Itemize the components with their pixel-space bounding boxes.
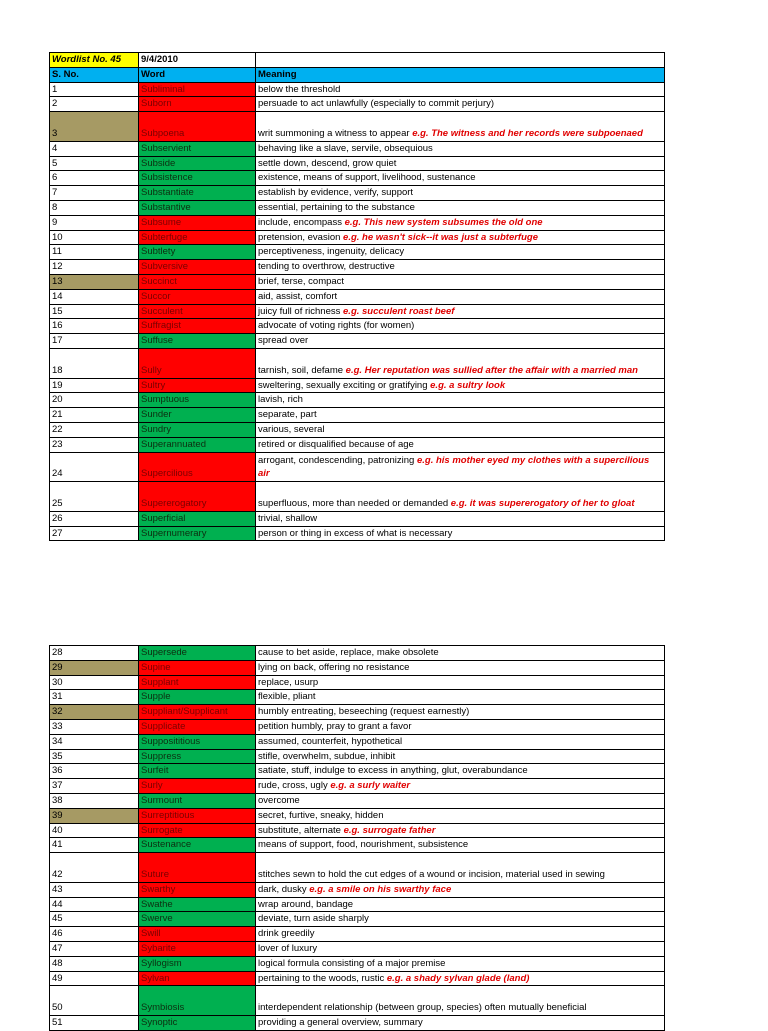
serial-number-cell: 29 xyxy=(50,660,139,675)
table-row xyxy=(50,956,665,971)
table-row xyxy=(50,452,665,482)
meaning-text: providing a general overview, summary xyxy=(258,1016,423,1028)
meaning-cell xyxy=(256,734,665,749)
meaning-cell xyxy=(256,749,665,764)
meaning-cell xyxy=(256,289,665,304)
serial-number-cell: 31 xyxy=(50,690,139,705)
word-cell: Subservient xyxy=(139,141,256,156)
meaning-text: dark, dusky xyxy=(258,883,310,895)
table-row xyxy=(50,675,665,690)
meaning-text: stifle, overwhelm, subdue, inhibit xyxy=(258,750,396,762)
table-row xyxy=(50,705,665,720)
meaning-cell xyxy=(256,986,665,1016)
table-row xyxy=(50,82,665,97)
table-row xyxy=(50,200,665,215)
meaning-text: satiate, stuff, indulge to excess in anything, glut, overabundance xyxy=(258,765,528,777)
table-row xyxy=(50,526,665,541)
serial-number-cell: 18 xyxy=(50,348,139,378)
meaning-text: interdependent relationship (between group, species) often mutually beneficial xyxy=(258,1002,587,1014)
word-cell: Swathe xyxy=(139,897,256,912)
meaning-cell xyxy=(256,927,665,942)
meaning-text: brief, terse, compact xyxy=(258,275,345,287)
word-cell: Sustenance xyxy=(139,838,256,853)
serial-number-cell: 6 xyxy=(50,171,139,186)
meaning-cell xyxy=(256,808,665,823)
meaning-text: petition humbly, pray to grant a favor xyxy=(258,720,412,732)
meaning-cell xyxy=(256,764,665,779)
word-cell: Subterfuge xyxy=(139,230,256,245)
word-cell: Suffragist xyxy=(139,319,256,334)
serial-number-cell: 46 xyxy=(50,927,139,942)
word-cell: Succor xyxy=(139,289,256,304)
meaning-text: persuade to act unlawfully (especially to commit perjury) xyxy=(258,98,495,110)
serial-number-cell: 14 xyxy=(50,289,139,304)
meaning-cell xyxy=(256,112,665,142)
serial-number-cell: 11 xyxy=(50,245,139,260)
word-cell: Suffuse xyxy=(139,334,256,349)
meaning-text: sweltering, sexually exciting or gratifying xyxy=(258,379,431,391)
table-row xyxy=(50,230,665,245)
serial-number-cell: 1 xyxy=(50,82,139,97)
word-cell: Surfeit xyxy=(139,764,256,779)
serial-number-cell: 39 xyxy=(50,808,139,823)
meaning-cell xyxy=(256,793,665,808)
meaning-cell xyxy=(256,853,665,883)
serial-number-cell: 13 xyxy=(50,274,139,289)
meaning-text: lover of luxury xyxy=(258,942,318,954)
meaning-cell xyxy=(256,245,665,260)
meaning-text: rude, cross, ugly xyxy=(258,780,331,792)
table-row xyxy=(50,882,665,897)
meaning-cell xyxy=(256,215,665,230)
example-text: e.g. a smile on his swarthy face xyxy=(309,883,452,895)
serial-number-cell: 40 xyxy=(50,823,139,838)
word-cell: Sundry xyxy=(139,422,256,437)
meaning-text: cause to bet aside, replace, make obsolete xyxy=(258,647,439,658)
meaning-text: replace, usurp xyxy=(258,676,319,688)
meaning-cell xyxy=(256,437,665,452)
table-row xyxy=(50,171,665,186)
empty-cell xyxy=(256,53,665,68)
word-cell: Subpoena xyxy=(139,112,256,142)
meaning-text: behaving like a slave, servile, obsequious xyxy=(258,142,433,154)
word-cell: Syllogism xyxy=(139,956,256,971)
table-row xyxy=(50,912,665,927)
meaning-text: spread over xyxy=(258,335,309,347)
meaning-cell xyxy=(256,660,665,675)
meaning-cell xyxy=(256,646,665,661)
table-row xyxy=(50,319,665,334)
serial-number-cell: 8 xyxy=(50,200,139,215)
table-row xyxy=(50,808,665,823)
word-cell: Supererogatory xyxy=(139,482,256,512)
wordlist-title: Wordlist No. 45 xyxy=(50,53,139,68)
word-cell: Sybarite xyxy=(139,941,256,956)
serial-number-cell: 36 xyxy=(50,764,139,779)
serial-number-cell: 41 xyxy=(50,838,139,853)
meaning-text: person or thing in excess of what is necessary xyxy=(258,527,453,539)
table-row xyxy=(50,971,665,986)
meaning-cell xyxy=(256,452,665,482)
serial-number-cell: 28 xyxy=(50,646,139,661)
word-cell: Superannuated xyxy=(139,437,256,452)
word-cell: Supine xyxy=(139,660,256,675)
meaning-cell xyxy=(256,319,665,334)
word-cell: Surrogate xyxy=(139,823,256,838)
meaning-text: flexible, pliant xyxy=(258,691,316,703)
meaning-cell xyxy=(256,779,665,794)
word-cell: Supplicate xyxy=(139,719,256,734)
serial-number-cell: 50 xyxy=(50,986,139,1016)
table-row xyxy=(50,823,665,838)
serial-number-cell: 20 xyxy=(50,393,139,408)
table-row xyxy=(50,482,665,512)
column-header-word: Word xyxy=(139,67,256,82)
word-cell: Subside xyxy=(139,156,256,171)
wordlist-table-part-2 xyxy=(49,645,664,1031)
meaning-cell xyxy=(256,378,665,393)
meaning-text: below the threshold xyxy=(258,83,341,95)
column-header-sno: S. No. xyxy=(50,67,139,82)
word-cell: Synoptic xyxy=(139,1015,256,1030)
table-row xyxy=(50,422,665,437)
word-cell: Surly xyxy=(139,779,256,794)
title-row xyxy=(50,53,665,68)
serial-number-cell: 7 xyxy=(50,186,139,201)
meaning-text: various, several xyxy=(258,423,325,435)
meaning-text: logical formula consisting of a major premise xyxy=(258,957,446,969)
meaning-cell xyxy=(256,186,665,201)
meaning-cell xyxy=(256,274,665,289)
serial-number-cell: 45 xyxy=(50,912,139,927)
meaning-text: trivial, shallow xyxy=(258,512,318,524)
word-cell: Sultry xyxy=(139,378,256,393)
serial-number-cell: 3 xyxy=(50,112,139,142)
meaning-cell xyxy=(256,156,665,171)
wordlist-table-part-1 xyxy=(49,52,664,541)
meaning-cell xyxy=(256,408,665,423)
table-row xyxy=(50,927,665,942)
table-row xyxy=(50,141,665,156)
serial-number-cell: 9 xyxy=(50,215,139,230)
word-cell: Symbiosis xyxy=(139,986,256,1016)
meaning-text: include, encompass xyxy=(258,216,345,228)
meaning-cell xyxy=(256,882,665,897)
table-row xyxy=(50,793,665,808)
word-cell: Supercilious xyxy=(139,452,256,482)
meaning-text: tarnish, soil, defame xyxy=(258,364,346,376)
meaning-text: aid, assist, comfort xyxy=(258,290,338,302)
word-cell: Surmount xyxy=(139,793,256,808)
meaning-cell xyxy=(256,422,665,437)
serial-number-cell: 27 xyxy=(50,526,139,541)
table-row xyxy=(50,660,665,675)
word-cell: Subliminal xyxy=(139,82,256,97)
meaning-text: writ summoning a witness to appear xyxy=(258,127,413,139)
meaning-cell xyxy=(256,675,665,690)
table-row xyxy=(50,112,665,142)
meaning-text: assumed, counterfeit, hypothetical xyxy=(258,735,403,747)
meaning-cell xyxy=(256,393,665,408)
serial-number-cell: 35 xyxy=(50,749,139,764)
serial-number-cell: 22 xyxy=(50,422,139,437)
table-row xyxy=(50,897,665,912)
meaning-text: superfluous, more than needed or demanded xyxy=(258,497,451,509)
meaning-text: wrap around, bandage xyxy=(258,898,354,910)
meaning-text: drink greedily xyxy=(258,928,315,940)
table-row xyxy=(50,779,665,794)
table-row xyxy=(50,853,665,883)
meaning-text: retired or disqualified because of age xyxy=(258,438,414,450)
meaning-cell xyxy=(256,82,665,97)
meaning-cell xyxy=(256,348,665,378)
meaning-text: means of support, food, nourishment, subsistence xyxy=(258,839,469,851)
table-row xyxy=(50,941,665,956)
meaning-text: settle down, descend, grow quiet xyxy=(258,157,397,169)
meaning-text: essential, pertaining to the substance xyxy=(258,201,415,213)
word-cell: Suture xyxy=(139,853,256,883)
serial-number-cell: 12 xyxy=(50,260,139,275)
word-cell: Supersede xyxy=(139,646,256,661)
table-row xyxy=(50,408,665,423)
serial-number-cell: 21 xyxy=(50,408,139,423)
serial-number-cell: 15 xyxy=(50,304,139,319)
serial-number-cell: 47 xyxy=(50,941,139,956)
meaning-text: establish by evidence, verify, support xyxy=(258,187,414,199)
meaning-cell xyxy=(256,956,665,971)
table-row xyxy=(50,378,665,393)
word-cell: Succulent xyxy=(139,304,256,319)
serial-number-cell: 25 xyxy=(50,482,139,512)
meaning-cell xyxy=(256,171,665,186)
example-text: e.g. his mother eyed my clothes with a supercilious air xyxy=(258,454,650,480)
meaning-text: stitches sewn to hold the cut edges of a wound or incision, material used in sewing xyxy=(258,868,605,880)
example-text: e.g. Her reputation was sullied after the affair with a married man xyxy=(345,364,638,376)
serial-number-cell: 42 xyxy=(50,853,139,883)
serial-number-cell: 19 xyxy=(50,378,139,393)
table-row xyxy=(50,260,665,275)
table-row xyxy=(50,690,665,705)
word-cell: Supple xyxy=(139,690,256,705)
table-row xyxy=(50,274,665,289)
word-cell: Swerve xyxy=(139,912,256,927)
meaning-cell xyxy=(256,526,665,541)
table-row xyxy=(50,986,665,1016)
example-text: e.g. it was supererogatory of her to gloat xyxy=(450,497,635,509)
serial-number-cell: 4 xyxy=(50,141,139,156)
table-row xyxy=(50,511,665,526)
table-row xyxy=(50,719,665,734)
column-header-meaning: Meaning xyxy=(256,67,665,82)
meaning-text: deviate, turn aside sharply xyxy=(258,913,369,925)
meaning-cell xyxy=(256,334,665,349)
word-cell: Substantive xyxy=(139,200,256,215)
serial-number-cell: 2 xyxy=(50,97,139,112)
meaning-cell xyxy=(256,230,665,245)
word-cell: Swarthy xyxy=(139,882,256,897)
table-row xyxy=(50,289,665,304)
serial-number-cell: 32 xyxy=(50,705,139,720)
example-text: e.g. a shady sylvan glade (land) xyxy=(386,972,530,984)
table-row xyxy=(50,156,665,171)
serial-number-cell: 48 xyxy=(50,956,139,971)
wordlist-date: 9/4/2010 xyxy=(139,53,256,68)
wordlist-table xyxy=(49,52,665,541)
meaning-text: pretension, evasion xyxy=(258,231,344,243)
meaning-cell xyxy=(256,838,665,853)
table-row xyxy=(50,215,665,230)
example-text: e.g. The witness and her records were subpoenaed xyxy=(412,127,643,139)
word-cell: Sumptuous xyxy=(139,393,256,408)
serial-number-cell: 17 xyxy=(50,334,139,349)
word-cell: Supposititious xyxy=(139,734,256,749)
meaning-cell xyxy=(256,705,665,720)
meaning-cell xyxy=(256,912,665,927)
table-row xyxy=(50,1015,665,1030)
meaning-cell xyxy=(256,511,665,526)
table-row xyxy=(50,764,665,779)
wordlist-table xyxy=(49,645,665,1031)
serial-number-cell: 38 xyxy=(50,793,139,808)
example-text: e.g. succulent roast beef xyxy=(343,305,455,317)
meaning-text: substitute, alternate xyxy=(258,824,344,836)
serial-number-cell: 37 xyxy=(50,779,139,794)
table-row xyxy=(50,245,665,260)
serial-number-cell: 5 xyxy=(50,156,139,171)
table-row xyxy=(50,437,665,452)
word-cell: Subsume xyxy=(139,215,256,230)
meaning-cell xyxy=(256,482,665,512)
word-cell: Subtlety xyxy=(139,245,256,260)
meaning-cell xyxy=(256,304,665,319)
meaning-cell xyxy=(256,823,665,838)
word-cell: Subsistence xyxy=(139,171,256,186)
meaning-cell xyxy=(256,260,665,275)
meaning-text: tending to overthrow, destructive xyxy=(258,261,395,273)
serial-number-cell: 30 xyxy=(50,675,139,690)
example-text: e.g. This new system subsumes the old one xyxy=(344,216,543,228)
word-cell: Succinct xyxy=(139,274,256,289)
meaning-cell xyxy=(256,897,665,912)
table-row xyxy=(50,348,665,378)
word-cell: Suborn xyxy=(139,97,256,112)
table-row xyxy=(50,749,665,764)
column-header-row xyxy=(50,67,665,82)
table-row xyxy=(50,393,665,408)
table-row xyxy=(50,734,665,749)
meaning-cell xyxy=(256,690,665,705)
meaning-text: existence, means of support, livelihood, sustenance xyxy=(258,172,476,184)
word-cell: Supplant xyxy=(139,675,256,690)
serial-number-cell: 34 xyxy=(50,734,139,749)
table-row xyxy=(50,334,665,349)
serial-number-cell: 16 xyxy=(50,319,139,334)
serial-number-cell: 49 xyxy=(50,971,139,986)
table-row xyxy=(50,304,665,319)
meaning-cell xyxy=(256,1015,665,1030)
table-row xyxy=(50,97,665,112)
word-cell: Superficial xyxy=(139,511,256,526)
word-cell: Suppliant/Supplicant xyxy=(139,705,256,720)
serial-number-cell: 33 xyxy=(50,719,139,734)
word-cell: Supernumerary xyxy=(139,526,256,541)
serial-number-cell: 10 xyxy=(50,230,139,245)
meaning-text: perceptiveness, ingenuity, delicacy xyxy=(258,246,405,258)
serial-number-cell: 24 xyxy=(50,452,139,482)
meaning-text: overcome xyxy=(258,794,300,806)
word-cell: Suppress xyxy=(139,749,256,764)
meaning-text: advocate of voting rights (for women) xyxy=(258,320,415,332)
serial-number-cell: 43 xyxy=(50,882,139,897)
word-cell: Sully xyxy=(139,348,256,378)
serial-number-cell: 44 xyxy=(50,897,139,912)
meaning-text: arrogant, condescending, patronizing xyxy=(258,454,417,466)
meaning-cell xyxy=(256,971,665,986)
example-text: e.g. a sultry look xyxy=(430,379,506,391)
example-text: e.g. surrogate father xyxy=(343,824,436,836)
word-cell: Sylvan xyxy=(139,971,256,986)
example-text: e.g. he wasn't sick--it was just a subterfuge xyxy=(343,231,538,243)
table-row xyxy=(50,646,665,661)
meaning-text: separate, part xyxy=(258,409,317,421)
example-text: e.g. a surly waiter xyxy=(330,780,411,792)
table-row xyxy=(50,186,665,201)
meaning-cell xyxy=(256,719,665,734)
serial-number-cell: 51 xyxy=(50,1015,139,1030)
meaning-text: juicy full of richness xyxy=(258,305,344,317)
meaning-text: pertaining to the woods, rustic xyxy=(258,972,387,984)
meaning-text: humbly entreating, beseeching (request earnestly) xyxy=(258,706,470,718)
serial-number-cell: 23 xyxy=(50,437,139,452)
word-cell: Subversive xyxy=(139,260,256,275)
meaning-text: secret, furtive, sneaky, hidden xyxy=(258,809,384,821)
meaning-cell xyxy=(256,941,665,956)
serial-number-cell: 26 xyxy=(50,511,139,526)
meaning-cell xyxy=(256,97,665,112)
table-row xyxy=(50,838,665,853)
word-cell: Surreptitious xyxy=(139,808,256,823)
word-cell: Sunder xyxy=(139,408,256,423)
word-cell: Substantiate xyxy=(139,186,256,201)
word-cell: Swill xyxy=(139,927,256,942)
meaning-cell xyxy=(256,141,665,156)
meaning-text: lavish, rich xyxy=(258,394,303,406)
meaning-text: lying on back, offering no resistance xyxy=(258,661,410,673)
meaning-cell xyxy=(256,200,665,215)
